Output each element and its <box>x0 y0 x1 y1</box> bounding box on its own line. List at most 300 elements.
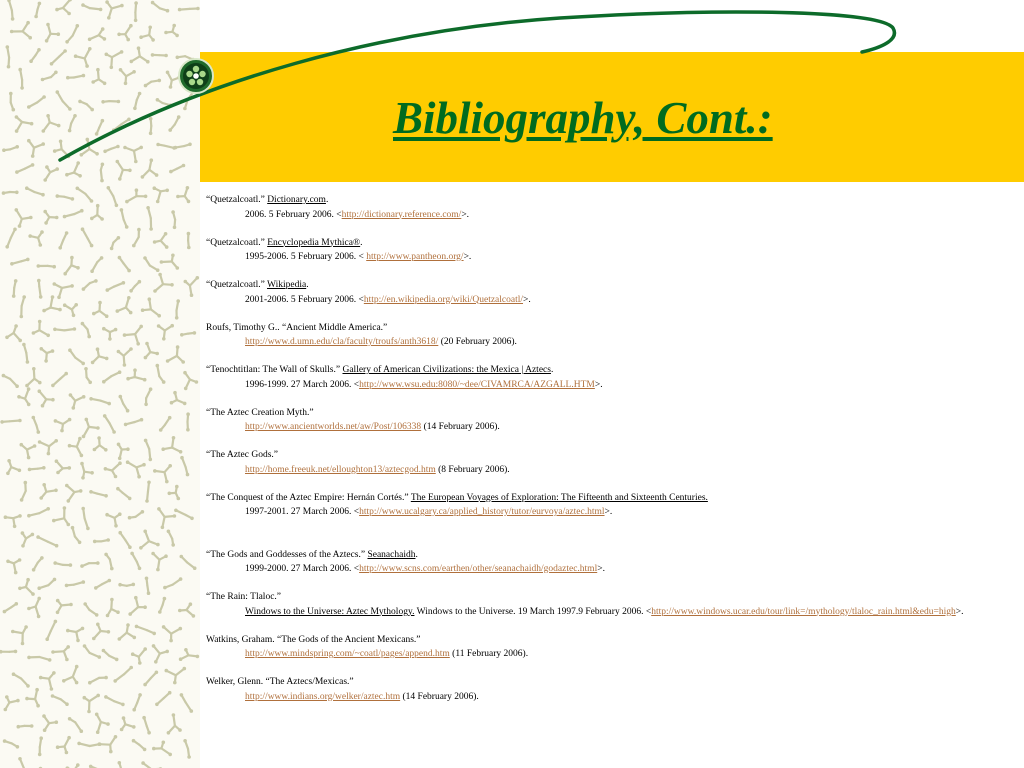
molecule-motif <box>156 143 176 150</box>
molecule-motif <box>63 209 84 219</box>
entry-title-text: Watkins, Graham. “The Gods of the Ancient Mexicans.” <box>206 634 421 645</box>
entry-citation-line <box>206 491 1016 506</box>
entry-access-line <box>206 378 1016 393</box>
page-title: Bibliography, Cont.: <box>393 93 773 143</box>
molecule-motif <box>83 602 98 617</box>
molecule-motif <box>166 71 181 89</box>
molecule-motif <box>51 694 69 706</box>
molecule-motif <box>36 535 58 547</box>
molecule-motif <box>15 163 34 174</box>
molecule-motif <box>131 647 147 665</box>
bibliography-entry <box>206 633 1016 662</box>
entry-access-line <box>206 690 1016 705</box>
molecule-motif <box>56 736 71 754</box>
molecule-motif <box>186 412 190 431</box>
molecule-motif <box>116 487 131 500</box>
molecule-motif <box>106 598 120 618</box>
molecule-motif <box>118 583 135 587</box>
molecule-motif <box>10 258 30 266</box>
entry-date-text: >. <box>461 209 470 220</box>
molecule-motif <box>29 48 40 63</box>
molecule-motif <box>90 256 103 273</box>
molecule-motif <box>151 1 170 13</box>
entry-title-text: “Quetzalcoatl.” <box>206 280 268 290</box>
molecule-motif <box>118 623 137 641</box>
molecule-motif <box>4 514 22 528</box>
molecule-motif <box>27 95 46 109</box>
molecule-motif <box>65 24 79 44</box>
entry-url-link[interactable]: http://www.wsu.edu:8080/~dee/CIVAMRCA/AZGALL.HTM <box>359 379 595 390</box>
molecule-motif <box>129 280 141 293</box>
molecule-motif <box>157 507 176 529</box>
molecule-motif <box>2 374 19 388</box>
entry-citation-line <box>206 278 1016 293</box>
entry-citation-line <box>206 363 1016 378</box>
molecule-motif <box>66 627 84 643</box>
molecule-motif <box>167 530 175 547</box>
entry-citation-line <box>206 548 1016 563</box>
molecule-motif <box>123 146 143 164</box>
molecule-motif <box>52 506 70 526</box>
entry-date-text: 2001-2006. 5 February 2006. < <box>245 294 364 305</box>
entry-title-text: “The Conquest of the Aztec Empire: Hernán Cortés.” <box>206 492 411 503</box>
entry-title-text: “The Aztec Creation Myth.” <box>206 407 314 418</box>
molecule-motif <box>27 507 50 518</box>
entry-url-link[interactable]: http://www.mindspring.com/~coatl/pages/append.htm <box>245 649 450 659</box>
molecule-motif <box>157 324 174 341</box>
molecule-motif <box>102 327 117 341</box>
molecule-motif <box>53 140 70 159</box>
entry-title-text: Roufs, Timothy G.. “Ancient Middle America.” <box>206 322 388 333</box>
molecule-motif <box>81 3 102 11</box>
molecule-motif <box>162 625 182 642</box>
molecule-motif <box>88 27 106 41</box>
molecule-motif <box>53 327 76 331</box>
molecule-motif <box>89 397 111 405</box>
molecule-motif <box>0 650 17 654</box>
molecule-motif <box>89 490 108 498</box>
molecule-motif <box>21 531 35 547</box>
molecule-motif <box>80 462 94 480</box>
entry-citation-line <box>206 633 1016 648</box>
molecule-motif <box>126 460 146 478</box>
entry-citation-line <box>206 321 1016 336</box>
bibliography-entry <box>206 193 1016 222</box>
molecule-motif <box>51 372 68 387</box>
molecule-motif <box>20 443 37 460</box>
molecule-motif <box>38 389 55 407</box>
molecule-motif <box>88 676 108 685</box>
molecule-motif <box>187 232 191 250</box>
molecule-motif <box>163 577 182 589</box>
molecule-motif <box>3 602 18 613</box>
entry-punctuation: . <box>306 280 309 290</box>
molecule-motif <box>25 186 45 196</box>
molecule-motif <box>151 552 168 572</box>
molecule-motif <box>69 393 86 410</box>
molecule-motif <box>168 115 180 132</box>
bibliography-entry <box>206 448 1016 477</box>
molecule-motif <box>37 264 57 268</box>
molecule-motif <box>117 347 133 367</box>
molecule-motif <box>42 714 58 732</box>
entry-access-line <box>206 562 1016 577</box>
molecule-motif <box>82 279 98 291</box>
entry-punctuation: . <box>415 549 418 560</box>
molecule-motif <box>83 644 101 659</box>
molecule-motif <box>17 724 34 728</box>
entry-date-text: 1999-2000. 27 March 2006. < <box>245 564 360 574</box>
molecule-motif <box>135 625 156 636</box>
molecule-motif <box>105 512 121 527</box>
molecule-motif <box>43 165 59 182</box>
molecule-motif <box>38 736 43 756</box>
molecule-motif <box>158 597 166 614</box>
entry-citation-line <box>206 675 1016 690</box>
molecule-motif <box>145 577 151 596</box>
entry-url-link[interactable]: http://www.scns.com/earthen/other/seanachaidh/godaztec.html <box>359 564 598 574</box>
molecule-motif <box>117 443 130 461</box>
molecule-motif <box>66 74 85 80</box>
molecule-motif <box>81 322 91 339</box>
molecule-motif <box>118 761 127 768</box>
entry-date-text: 1995-2006. 5 February 2006. < <box>245 252 367 262</box>
molecule-motif <box>38 439 58 455</box>
molecule-motif <box>25 688 40 708</box>
molecule-motif <box>117 24 132 41</box>
molecule-motif <box>116 296 133 314</box>
molecule-motif <box>175 299 180 319</box>
molecule-motif <box>130 46 150 63</box>
molecule-motif <box>160 254 180 270</box>
molecule-motif <box>5 324 22 342</box>
molecule-motif <box>118 531 131 549</box>
molecule-motif <box>116 160 132 181</box>
molecule-motif <box>65 161 82 177</box>
molecule-motif <box>62 665 78 685</box>
molecule-motif <box>90 204 104 221</box>
molecule-motif <box>12 279 18 298</box>
molecule-motif <box>12 672 30 687</box>
molecule-motif <box>168 485 181 501</box>
molecule-motif <box>37 279 43 299</box>
molecule-motif <box>2 191 19 195</box>
molecule-motif <box>156 98 173 107</box>
molecule-motif <box>20 295 27 318</box>
molecule-motif <box>118 256 131 273</box>
molecule-motif <box>103 145 119 153</box>
molecule-motif <box>141 761 162 768</box>
entry-source-title: Dictionary.com <box>267 195 326 205</box>
molecule-motif <box>104 695 125 706</box>
molecule-motif <box>180 331 196 337</box>
molecule-motif <box>39 483 57 500</box>
molecule-motif <box>167 713 182 734</box>
molecule-motif <box>11 625 28 645</box>
molecule-motif <box>155 691 171 706</box>
molecule-motif <box>176 186 190 203</box>
molecule-motif <box>63 256 79 276</box>
molecule-motif <box>106 281 126 292</box>
molecule-motif <box>34 2 41 19</box>
entry-date-text: >. <box>604 507 613 517</box>
molecule-motif <box>95 713 110 735</box>
molecule-motif <box>37 578 56 590</box>
molecule-motif <box>74 47 92 68</box>
left-molecule-pattern <box>0 0 200 768</box>
molecule-motif <box>17 387 30 406</box>
entry-url-link[interactable]: http://www.ucalgary.ca/applied_history/tutor/eurvoya/aztec.html <box>359 507 605 517</box>
molecule-motif <box>78 100 94 112</box>
molecule-motif <box>51 645 70 661</box>
molecule-motif <box>144 342 159 360</box>
molecule-motif <box>4 695 20 711</box>
molecule-motif <box>120 716 136 731</box>
entry-access-line <box>206 335 1016 350</box>
molecule-motif <box>14 208 32 228</box>
molecule-motif <box>143 256 159 272</box>
entry-punctuation: . <box>550 365 554 375</box>
entry-url-link[interactable]: http://dictionary.reference.com/ <box>341 209 462 220</box>
molecule-motif <box>141 158 159 178</box>
molecule-motif <box>20 481 27 502</box>
entry-title-text: “Tenochtitlan: The Wall of Skulls.” <box>206 365 343 375</box>
molecule-motif <box>107 186 119 207</box>
bibliography-entry <box>206 548 1016 577</box>
entry-access-line <box>206 293 1016 308</box>
bibliography-entry <box>206 321 1016 350</box>
molecule-motif <box>124 418 144 426</box>
molecule-motif <box>146 206 153 231</box>
molecule-motif <box>103 414 116 434</box>
molecule-motif <box>82 418 100 439</box>
molecule-motif <box>153 464 172 483</box>
molecule-motif <box>153 232 169 249</box>
entry-source-title: Seanachaidh <box>367 549 416 560</box>
molecule-motif <box>113 666 133 683</box>
entry-url-link[interactable]: http://home.freeuk.net/elloughton13/aztecgod.htm <box>245 464 436 475</box>
entry-title-text: “The Aztec Gods.” <box>206 450 279 460</box>
molecule-motif <box>152 644 169 663</box>
entry-url-link[interactable]: http://www.pantheon.org/ <box>366 252 464 262</box>
molecule-motif <box>105 50 124 69</box>
molecule-motif <box>65 580 85 587</box>
molecule-motif <box>80 138 99 157</box>
molecule-motif <box>27 139 45 158</box>
entry-source-title: Encyclopedia Mythica® <box>267 237 361 248</box>
molecule-motif <box>143 671 158 687</box>
entry-date-text: (14 February 2006). <box>421 422 500 432</box>
molecule-motif <box>152 741 172 757</box>
molecule-motif <box>18 68 24 90</box>
bibliography-entry <box>206 406 1016 435</box>
molecule-motif <box>164 24 179 38</box>
molecule-motif <box>145 481 151 503</box>
molecule-motif <box>56 599 73 614</box>
molecule-motif <box>161 436 182 454</box>
molecule-motif <box>100 163 104 183</box>
molecule-motif <box>110 236 120 250</box>
entry-title-text: “Quetzalcoatl.” <box>206 237 268 248</box>
molecule-motif <box>18 578 35 596</box>
entry-citation-line <box>206 236 1016 251</box>
bibliography-list <box>206 193 1016 718</box>
molecule-motif <box>180 456 189 477</box>
molecule-motif <box>28 230 43 247</box>
molecule-motif <box>119 395 130 413</box>
molecule-motif <box>102 649 119 662</box>
molecule-motif <box>139 26 155 42</box>
molecule-motif <box>27 597 41 619</box>
molecule-motif <box>179 648 199 661</box>
molecule-motif <box>144 439 152 462</box>
molecule-motif <box>139 530 160 550</box>
entry-date-text: (14 February 2006). <box>400 691 479 702</box>
molecule-motif <box>54 418 72 433</box>
molecule-motif <box>89 765 110 768</box>
bibliography-entry <box>206 491 1016 520</box>
entry-url-link[interactable]: http://www.d.umn.edu/cla/faculty/troufs/anth3618/ <box>245 337 439 347</box>
molecule-motif <box>22 343 29 364</box>
molecule-motif <box>133 92 141 110</box>
molecule-motif <box>56 90 72 111</box>
molecule-motif <box>92 623 110 641</box>
molecule-motif <box>68 717 83 733</box>
molecule-motif <box>134 1 138 22</box>
entry-date-text: 1996-1999. 27 March 2006. < <box>245 379 360 390</box>
entry-date-text: >. <box>955 606 964 617</box>
molecule-motif <box>119 68 136 85</box>
molecule-motif <box>6 45 11 68</box>
entry-citation-line <box>206 406 1016 421</box>
entry-date-text: (20 February 2006). <box>438 337 517 347</box>
molecule-motif <box>91 347 109 364</box>
molecule-motif <box>45 23 60 43</box>
entry-date-text: Windows to the Universe. 19 March 1997.9 February 2006. < <box>414 606 652 617</box>
entry-source-title: Wikipedia <box>267 280 307 290</box>
molecule-motif <box>156 364 166 384</box>
molecule-motif <box>68 348 85 365</box>
molecule-motif <box>95 119 104 136</box>
entry-punctuation: . <box>325 195 329 205</box>
entry-citation-line <box>206 193 1016 208</box>
molecule-motif <box>68 114 77 132</box>
bibliography-entry <box>206 236 1016 265</box>
molecule-motif <box>65 484 82 503</box>
entry-date-text: (11 February 2006). <box>449 649 529 659</box>
molecule-motif <box>178 7 200 12</box>
bibliography-entry <box>206 363 1016 392</box>
molecule-motif <box>144 387 152 406</box>
entry-access-line <box>206 250 1016 265</box>
bibliography-entry <box>206 590 1016 619</box>
molecule-motif <box>132 228 141 248</box>
entry-access-line <box>206 420 1016 435</box>
molecule-motif <box>27 656 51 662</box>
molecule-motif <box>120 208 129 229</box>
molecule-motif <box>55 459 71 474</box>
entry-url-link[interactable]: http://www.ancientworlds.net/aw/Post/106338 <box>245 422 422 432</box>
molecule-motif <box>58 231 68 249</box>
molecule-motif <box>144 79 161 88</box>
molecule-motif <box>32 320 50 337</box>
molecule-motif <box>176 56 195 62</box>
molecule-motif <box>126 368 146 381</box>
molecule-motif <box>92 301 108 318</box>
entry-citation-line <box>206 590 1016 605</box>
molecule-motif <box>180 555 197 570</box>
molecule-motif <box>151 53 168 57</box>
molecule-motif <box>40 347 55 363</box>
molecule-motif <box>3 739 19 748</box>
molecule-motif <box>56 194 75 200</box>
molecule-motif <box>15 115 34 133</box>
molecule-motif <box>53 561 72 567</box>
molecule-motif <box>159 416 172 432</box>
molecule-motif <box>132 693 142 711</box>
entry-url-link[interactable]: http://www.windows.ucar.edu/tour/link=/mythology/tlaloc_rain.html&edu=high <box>651 606 956 617</box>
molecule-motif <box>125 188 147 203</box>
molecule-motif <box>130 552 141 570</box>
molecule-motif <box>68 437 84 457</box>
entry-date-text: 1997-2001. 27 March 2006. < <box>245 507 360 517</box>
molecule-motif <box>102 370 121 383</box>
molecule-motif <box>128 596 147 616</box>
bibliography-entry <box>206 675 1016 704</box>
molecule-motif <box>77 742 101 746</box>
molecule-motif <box>101 100 120 104</box>
molecule-motif <box>169 164 185 174</box>
molecule-motif <box>141 297 161 317</box>
molecule-motif <box>45 620 57 641</box>
molecule-motif <box>84 367 92 384</box>
molecule-motif <box>123 325 143 346</box>
molecule-motif <box>165 667 187 685</box>
molecule-motif <box>53 282 74 299</box>
molecule-motif <box>112 118 131 133</box>
molecule-motif <box>166 345 185 364</box>
molecule-motif <box>6 558 21 574</box>
entry-title-text: “The Gods and Goddesses of the Aztecs.” <box>206 549 368 560</box>
molecule-motif <box>39 671 56 691</box>
entry-access-line <box>206 647 1016 662</box>
molecule-motif <box>183 89 196 110</box>
molecule-motif <box>180 693 194 713</box>
molecule-motif <box>83 694 100 714</box>
entry-url-link[interactable]: http://en.wikipedia.org/wiki/Quetzalcoatl/ <box>363 294 524 305</box>
molecule-motif <box>43 210 58 225</box>
entry-source-title: Gallery of American Civilizations: the Mexica | Aztecs <box>342 365 551 375</box>
molecule-motif <box>18 757 33 768</box>
molecule-motif <box>55 0 72 15</box>
molecule-motif <box>81 507 89 531</box>
entry-access-line <box>206 208 1016 223</box>
entry-date-text: >. <box>594 379 603 390</box>
molecule-motif <box>76 187 94 203</box>
molecule-motif <box>2 145 19 152</box>
entry-title-text: “Quetzalcoatl.” <box>206 195 268 205</box>
molecule-motif <box>7 0 14 21</box>
molecule-motif <box>104 553 113 571</box>
molecule-motif <box>104 461 122 478</box>
molecule-motif <box>174 143 192 150</box>
molecule-motif <box>32 416 41 434</box>
molecule-motif <box>105 0 123 19</box>
molecule-motif <box>94 579 111 590</box>
molecule-motif <box>183 371 198 390</box>
entry-url-link[interactable]: http://www.indians.org/welker/aztec.htm <box>245 691 401 702</box>
molecule-motif <box>128 510 145 520</box>
